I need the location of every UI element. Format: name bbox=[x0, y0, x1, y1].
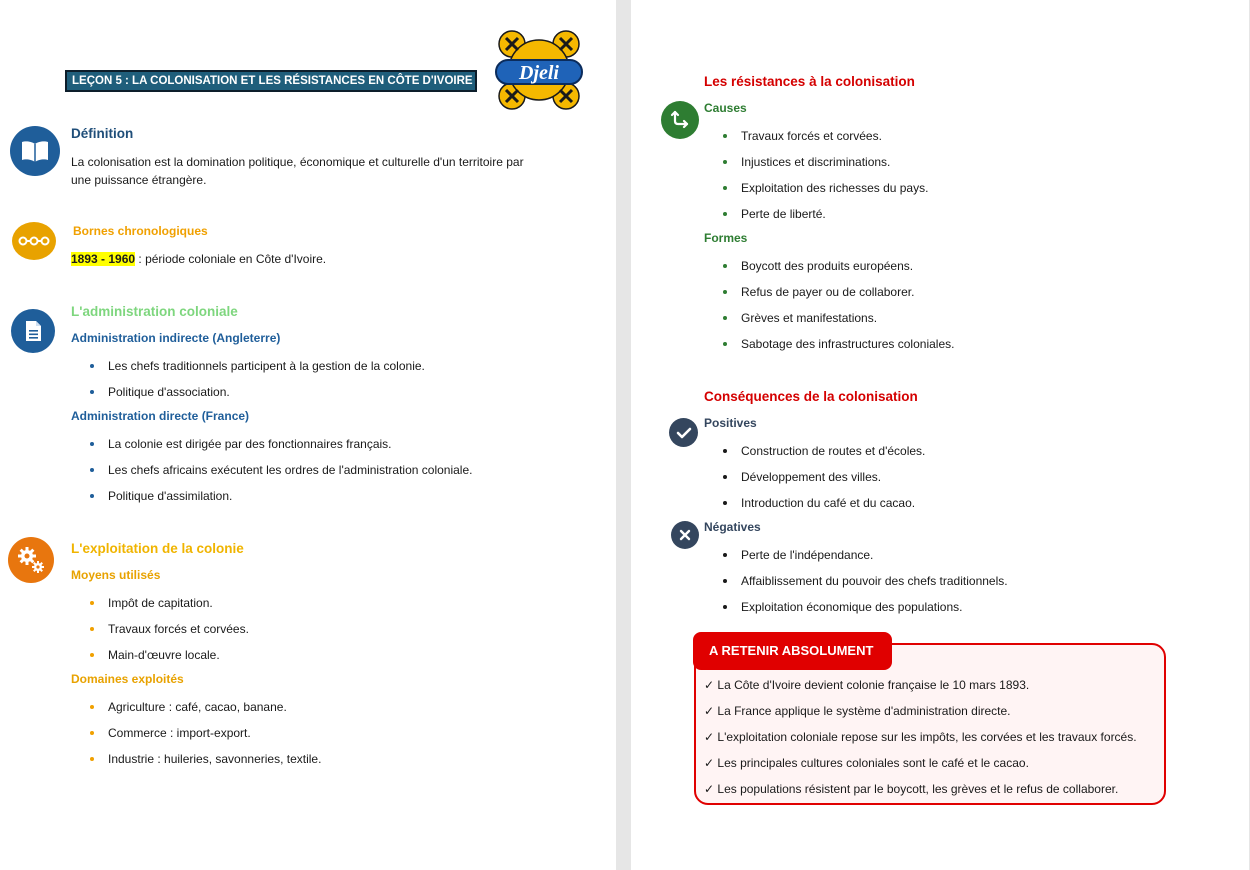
list-item: ✓ Les principales cultures coloniales sont le café et le cacao. bbox=[704, 756, 1029, 770]
list-item: Agriculture : café, cacao, banane. bbox=[71, 698, 321, 724]
checkmark-icon: ✓ bbox=[704, 678, 715, 692]
list-item: Main-d'œuvre locale. bbox=[71, 646, 249, 672]
retain-list bbox=[704, 676, 1137, 806]
lesson-title-banner: LEÇON 5 : LA COLONISATION ET LES RÉSISTANCES EN CÔTE D'IVOIRE bbox=[65, 70, 477, 92]
chronology-heading: Bornes chronologiques bbox=[73, 224, 208, 238]
list-item: ✓ La Côte d'Ivoire devient colonie française le 10 mars 1893. bbox=[704, 678, 1030, 692]
retain-title: A RETENIR ABSOLUMENT bbox=[693, 632, 892, 670]
list-item: Grèves et manifestations. bbox=[704, 309, 954, 335]
positive-list bbox=[704, 442, 925, 520]
list-item: Perte de l'indépendance. bbox=[704, 546, 1008, 572]
list-item: Travaux forcés et corvées. bbox=[704, 127, 928, 153]
list-item: Affaiblissement du pouvoir des chefs traditionnels. bbox=[704, 572, 1008, 598]
timeline-icon bbox=[12, 222, 56, 260]
negative-list bbox=[704, 546, 1008, 624]
list-item: Industrie : huileries, savonneries, textile. bbox=[71, 750, 321, 776]
list-item: Politique d'assimilation. bbox=[71, 487, 472, 513]
list-item: Exploitation économique des populations. bbox=[704, 598, 1008, 624]
checkmark-icon: ✓ bbox=[704, 782, 715, 796]
administration-heading: L'administration coloniale bbox=[71, 304, 238, 319]
list-item: Introduction du café et du cacao. bbox=[704, 494, 925, 520]
list-item: Construction de routes et d'écoles. bbox=[704, 442, 925, 468]
list-item: ✓ La France applique le système d'administration directe. bbox=[704, 704, 1011, 718]
check-icon bbox=[669, 418, 698, 447]
chronology-text: : période coloniale en Côte d'Ivoire. bbox=[135, 252, 327, 266]
indirect-admin-heading: Administration indirecte (Angleterre) bbox=[71, 331, 281, 345]
document-icon bbox=[11, 309, 55, 353]
domains-list bbox=[71, 698, 321, 776]
positive-heading: Positives bbox=[704, 416, 757, 430]
list-item: Refus de payer ou de collaborer. bbox=[704, 283, 954, 309]
exchange-arrows-icon bbox=[661, 101, 699, 139]
forms-heading: Formes bbox=[704, 231, 748, 245]
checkmark-icon: ✓ bbox=[704, 756, 715, 770]
list-item: Impôt de capitation. bbox=[71, 594, 249, 620]
list-item: Commerce : import-export. bbox=[71, 724, 321, 750]
chronology-line bbox=[71, 250, 326, 268]
definition-heading: Définition bbox=[71, 126, 134, 141]
list-item: ✓ Les populations résistent par le boycott, les grèves et le refus de collaborer. bbox=[704, 782, 1119, 796]
list-item: Les chefs africains exécutent les ordres de l'administration coloniale. bbox=[71, 461, 472, 487]
list-item: ✓ L'exploitation coloniale repose sur les impôts, les corvées et les travaux forcés. bbox=[704, 730, 1137, 744]
logo-text: Djeli bbox=[519, 62, 559, 84]
consequences-heading: Conséquences de la colonisation bbox=[704, 389, 918, 404]
forms-list bbox=[704, 257, 954, 361]
definition-line-1: La colonisation est la domination politique, économique et culturelle d'un territoire par bbox=[71, 155, 524, 169]
gears-icon bbox=[8, 537, 54, 583]
chronology-dates: 1893 - 1960 bbox=[71, 252, 136, 266]
list-item: La colonie est dirigée par des fonctionnaires français. bbox=[71, 435, 472, 461]
list-item: Exploitation des richesses du pays. bbox=[704, 179, 928, 205]
checkmark-icon: ✓ bbox=[704, 730, 715, 744]
list-item: Politique d'association. bbox=[71, 383, 425, 409]
cross-icon bbox=[671, 521, 699, 549]
list-item: Travaux forcés et corvées. bbox=[71, 620, 249, 646]
causes-heading: Causes bbox=[704, 101, 747, 115]
means-heading: Moyens utilisés bbox=[71, 568, 161, 582]
list-item: Les chefs traditionnels participent à la gestion de la colonie. bbox=[71, 357, 425, 383]
list-item: Développement des villes. bbox=[704, 468, 925, 494]
list-item: Sabotage des infrastructures coloniales. bbox=[704, 335, 954, 361]
open-book-icon bbox=[10, 126, 60, 176]
list-item: Perte de liberté. bbox=[704, 205, 928, 231]
djeli-logo bbox=[490, 28, 588, 112]
exploitation-heading: L'exploitation de la colonie bbox=[71, 541, 244, 556]
indirect-admin-list bbox=[71, 357, 425, 409]
list-item: Injustices et discriminations. bbox=[704, 153, 928, 179]
causes-list bbox=[704, 127, 928, 231]
means-list bbox=[71, 594, 249, 672]
direct-admin-list bbox=[71, 435, 472, 513]
direct-admin-heading: Administration directe (France) bbox=[71, 409, 250, 423]
checkmark-icon: ✓ bbox=[704, 704, 715, 718]
domains-heading: Domaines exploités bbox=[71, 672, 184, 686]
definition-line-2: une puissance étrangère. bbox=[71, 173, 207, 187]
resistances-heading: Les résistances à la colonisation bbox=[704, 74, 915, 89]
negative-heading: Négatives bbox=[704, 520, 761, 534]
list-item: Boycott des produits européens. bbox=[704, 257, 954, 283]
